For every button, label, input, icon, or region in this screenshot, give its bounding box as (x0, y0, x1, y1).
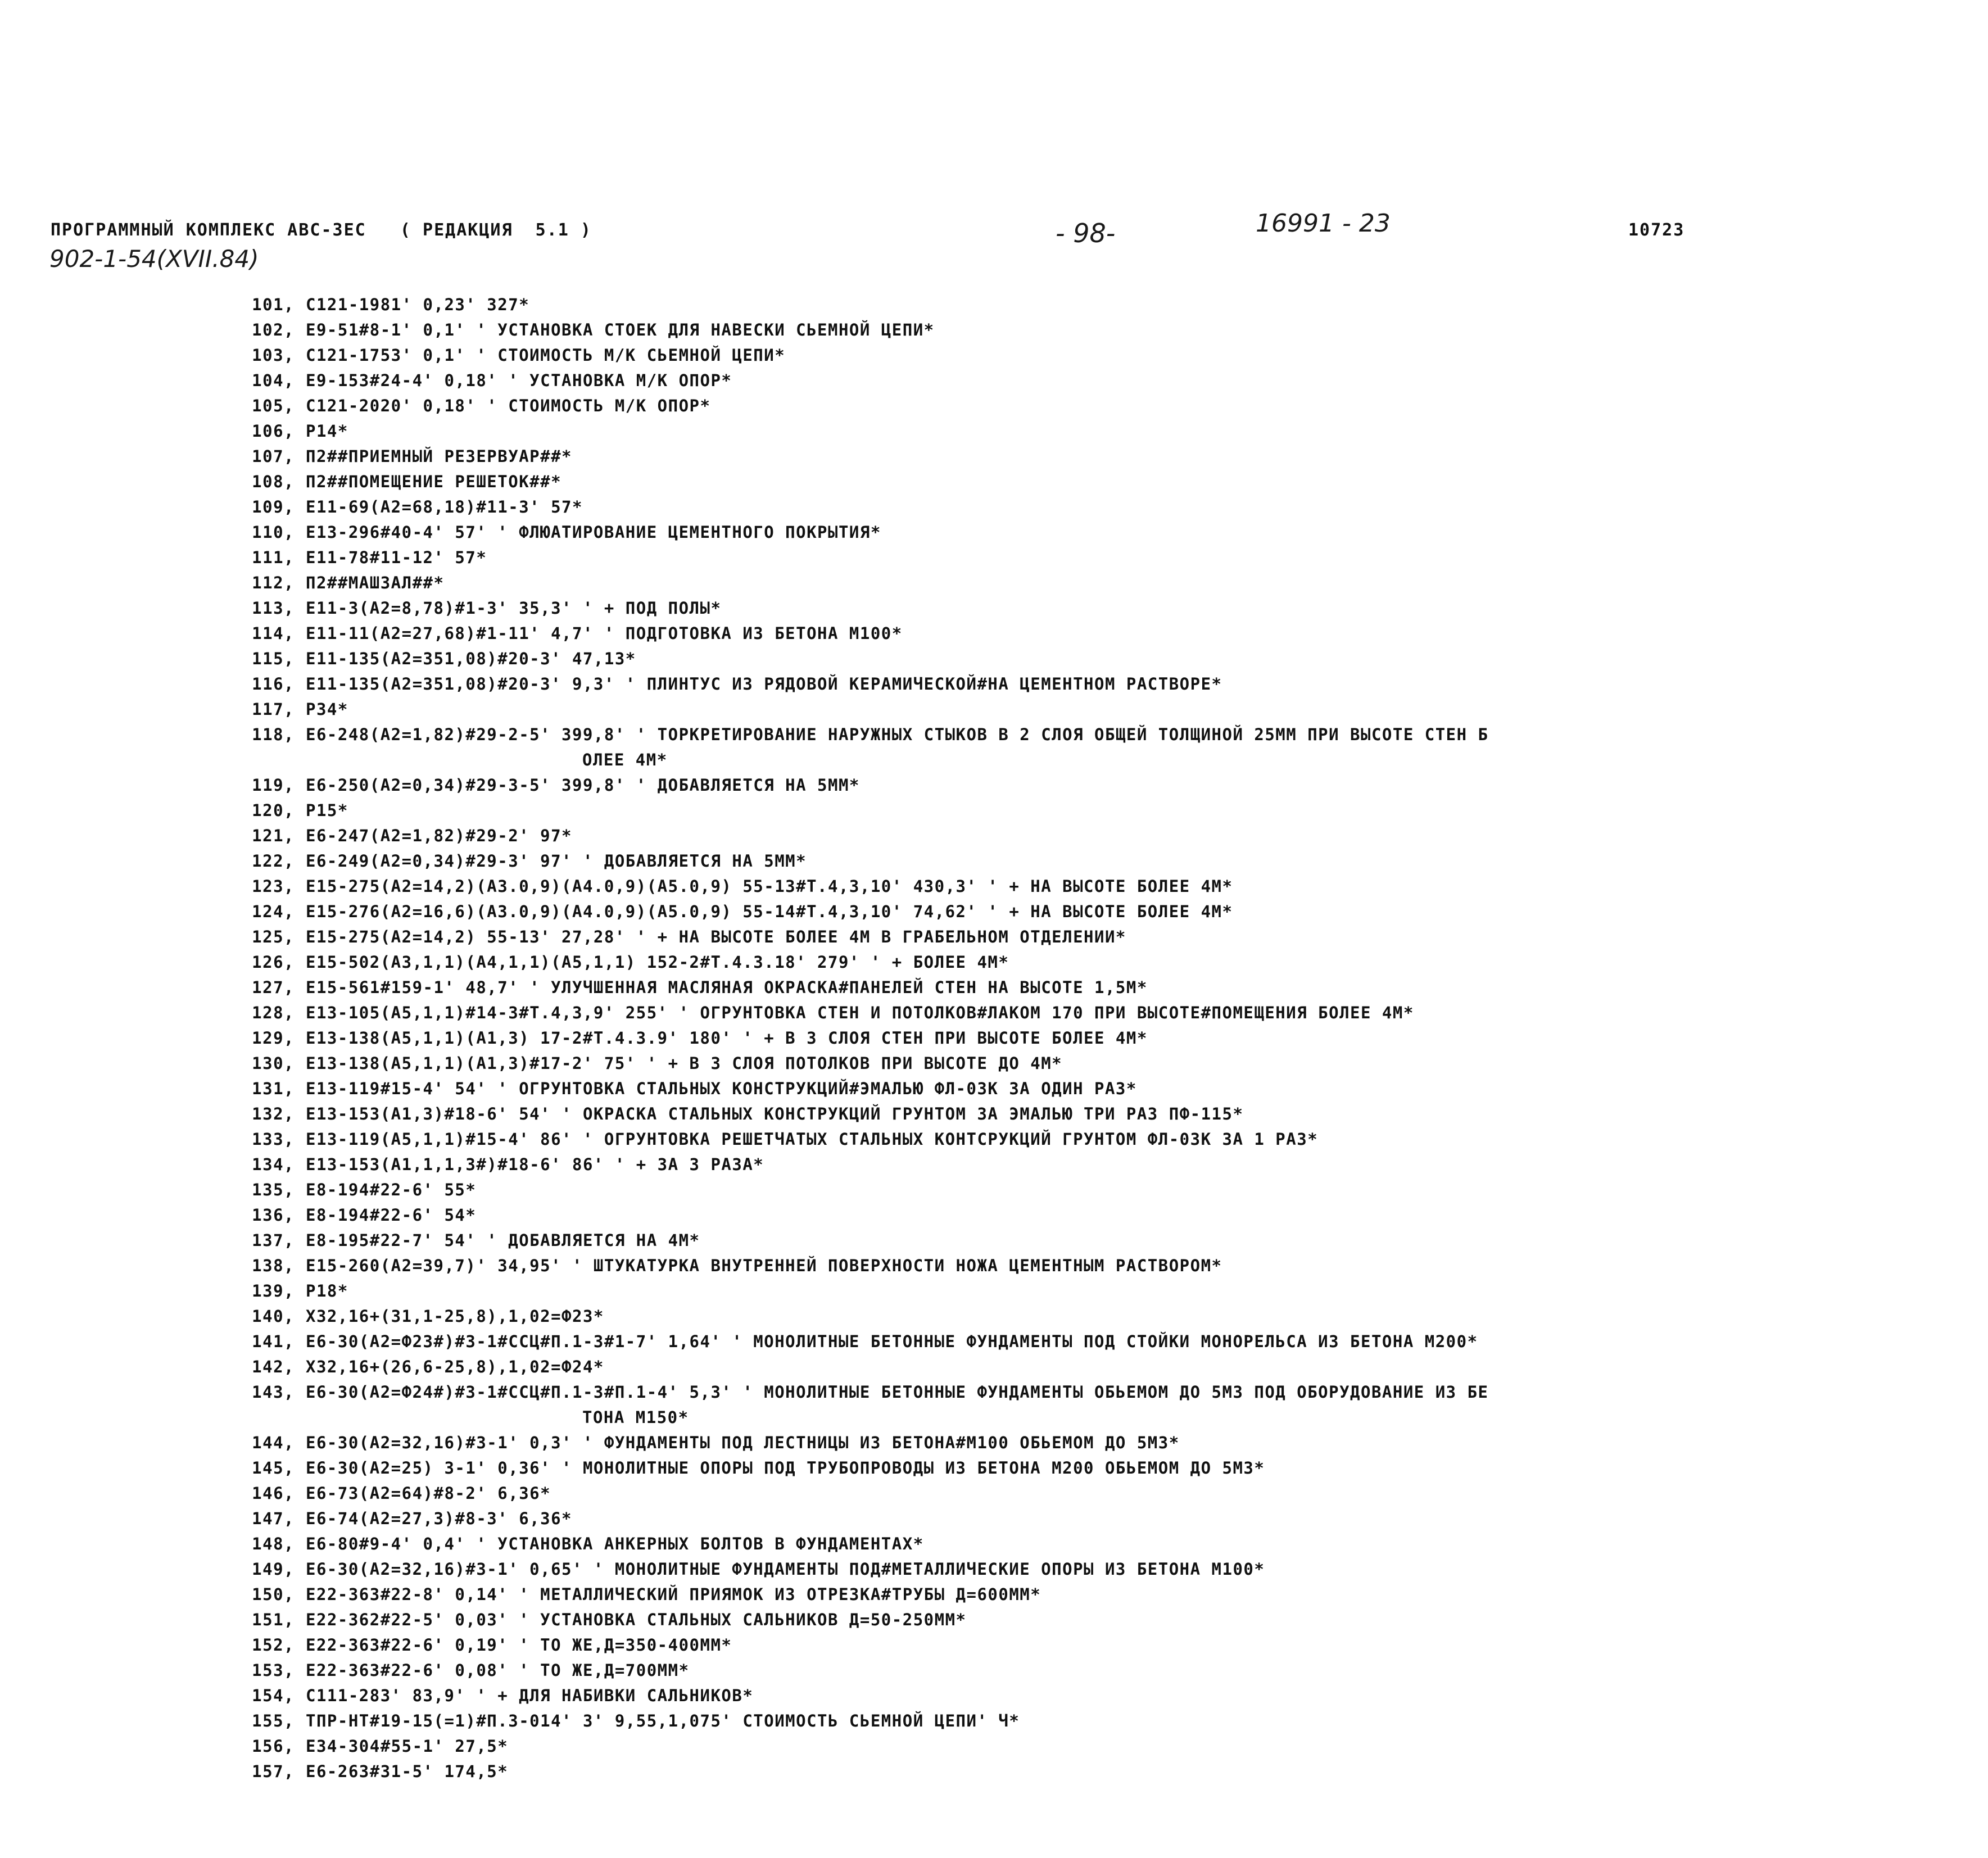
listing-line (223, 1759, 1976, 1784)
listing-line (223, 469, 1976, 495)
line-text: E11-11(A2=27,68)#1-11' 4,7' ' ПОДГОТОВКА ИЗ БЕТОНА М100* (306, 624, 903, 643)
line-text: E11-135(A2=351,08)#20-3' 9,3' ' ПЛИНТУС ИЗ РЯДОВОЙ КЕРАМИЧЕСКОЙ#НА ЦЕМЕНТНОМ РАСТВОРЕ* (306, 674, 1222, 694)
line-text: E6-80#9-4' 0,4' ' УСТАНОВКА АНКЕРНЫХ БОЛТОВ В ФУНДАМЕНТАХ* (306, 1534, 924, 1553)
line-number: 146, (252, 1484, 295, 1503)
listing-line (223, 849, 1976, 874)
line-number: 108, (252, 472, 295, 491)
listing-line (223, 1076, 1976, 1102)
line-text: П2##ПОМЕЩЕНИЕ РЕШЕТОК##* (306, 472, 562, 491)
line-number: 101, (252, 295, 295, 314)
listing-line (223, 1557, 1976, 1582)
line-number: 107, (252, 447, 295, 466)
line-number: 126, (252, 953, 295, 972)
listing-line (223, 798, 1976, 823)
listing-line (223, 874, 1976, 899)
listing-line (223, 1177, 1976, 1203)
line-text: E11-3(A2=8,78)#1-3' 35,3' ' + ПОД ПОЛЫ* (306, 599, 722, 618)
listing-line (223, 1430, 1976, 1456)
line-number: 127, (252, 978, 295, 997)
line-number: 131, (252, 1079, 295, 1098)
listing-line (223, 444, 1976, 469)
line-text: P18* (306, 1281, 348, 1300)
line-text: E13-138(A5,1,1)(A1,3)#17-2' 75' ' + В 3 СЛОЯ ПОТОЛКОВ ПРИ ВЫСОТЕ ДО 4М* (306, 1054, 1063, 1073)
line-text: E6-30(A2=32,16)#3-1' 0,3' ' ФУНДАМЕНТЫ ПОД ЛЕСТНИЦЫ ИЗ БЕТОНА#М100 ОБЬЕМОМ ДО 5М3* (306, 1433, 1180, 1452)
listing-line (223, 1456, 1976, 1481)
line-number: 154, (252, 1686, 295, 1705)
listing-line (223, 343, 1976, 368)
line-number: 150, (252, 1585, 295, 1604)
line-number (223, 747, 295, 773)
line-text: E6-250(A2=0,34)#29-3-5' 399,8' ' ДОБАВЛЯЕТСЯ НА 5ММ* (306, 776, 860, 795)
line-number: 112, (252, 573, 295, 592)
line-number: 125, (252, 927, 295, 946)
line-text: E15-276(A2=16,6)(A3.0,9)(A4.0,9)(A5.0,9) 55-14#T.4,3,10' 74,62' ' + НА ВЫСОТЕ БОЛЕЕ 4М* (306, 902, 1233, 921)
document-code: 16991 - 23 (1256, 209, 1391, 238)
line-number: 155, (252, 1711, 295, 1730)
listing-line (223, 1329, 1976, 1354)
line-number: 153, (252, 1661, 295, 1680)
line-number: 116, (252, 674, 295, 694)
line-number: 117, (252, 700, 295, 719)
line-text: E11-135(A2=351,08)#20-3' 47,13* (306, 649, 636, 668)
listing-line (223, 975, 1976, 1000)
line-number: 109, (252, 497, 295, 516)
listing-line (223, 1152, 1976, 1177)
listing-line (223, 950, 1976, 975)
line-text: C121-1981' 0,23' 327* (306, 295, 530, 314)
listing-line (223, 545, 1976, 570)
listing-line (223, 621, 1976, 646)
line-text: E9-153#24-4' 0,18' ' УСТАНОВКА М/К ОПОР* (306, 371, 732, 390)
listing-line (223, 773, 1976, 798)
listing-line (223, 1734, 1976, 1759)
line-number: 151, (252, 1610, 295, 1629)
listing-line (223, 1051, 1976, 1076)
line-text: C121-2020' 0,18' ' СТОИМОСТЬ М/К ОПОР* (306, 396, 711, 415)
line-number: 144, (252, 1433, 295, 1452)
listing-line (223, 1102, 1976, 1127)
line-number: 137, (252, 1231, 295, 1250)
listing-line (223, 672, 1976, 697)
listing-line (223, 292, 1976, 318)
line-text: P34* (306, 700, 348, 719)
listing-line (223, 1253, 1976, 1279)
line-text: ТПР-НТ#19-15(=1)#П.3-014' 3' 9,55,1,075' СТОИМОСТЬ СЬЕМНОЙ ЦЕПИ' Ч* (306, 1711, 1020, 1730)
line-number (223, 1405, 295, 1430)
listing-line (223, 646, 1976, 672)
listing-line-continuation (223, 1405, 1976, 1430)
page-number: - 98- (1056, 218, 1116, 248)
listing-line-continuation (223, 747, 1976, 773)
line-number: 143, (252, 1383, 295, 1402)
listing-line (223, 596, 1976, 621)
line-text: E13-296#40-4' 57' ' ФЛЮАТИРОВАНИЕ ЦЕМЕНТНОГО ПОКРЫТИЯ* (306, 523, 881, 542)
line-text: E6-30(A2=32,16)#3-1' 0,65' ' МОНОЛИТНЫЕ ФУНДАМЕНТЫ ПОД#МЕТАЛЛИЧЕСКИЕ ОПОРЫ ИЗ БЕТОНА М100* (306, 1560, 1265, 1579)
listing-line (223, 697, 1976, 722)
line-text: E22-363#22-8' 0,14' ' МЕТАЛЛИЧЕСКИЙ ПРИЯМОК ИЗ ОТРЕЗКА#ТРУБЫ Д=600ММ* (306, 1585, 1041, 1604)
print-number: 10723 (1628, 220, 1685, 240)
line-text: E11-78#11-12' 57* (306, 548, 487, 567)
listing-line (223, 1481, 1976, 1506)
line-number: 132, (252, 1104, 295, 1123)
line-text: E6-73(A2=64)#8-2' 6,36* (306, 1484, 551, 1503)
line-text: П2##ПРИЕМНЫЙ РЕЗЕРВУАР##* (306, 447, 572, 466)
line-number: 149, (252, 1560, 295, 1579)
line-number: 136, (252, 1206, 295, 1225)
listing-line (223, 1203, 1976, 1228)
line-text: E6-30(A2=25) 3-1' 0,36' ' МОНОЛИТНЫЕ ОПОРЫ ПОД ТРУБОПРОВОДЫ ИЗ БЕТОНА М200 ОБЬЕМОМ ДО 5М3* (306, 1458, 1265, 1478)
listing-line (223, 1607, 1976, 1633)
line-text: E15-561#159-1' 48,7' ' УЛУЧШЕННАЯ МАСЛЯНАЯ ОКРАСКА#ПАНЕЛЕЙ СТЕН НА ВЫСОТЕ 1,5М* (306, 978, 1148, 997)
line-text: E13-153(A1,1,1,3#)#18-6' 86' ' + ЗА 3 РАЗА* (306, 1155, 764, 1174)
line-number: 133, (252, 1130, 295, 1149)
line-text: E15-275(A2=14,2) 55-13' 27,28' ' + НА ВЫСОТЕ БОЛЕЕ 4М В ГРАБЕЛЬНОМ ОТДЕЛЕНИИ* (306, 927, 1126, 946)
listing-line (223, 1683, 1976, 1709)
line-text: E8-195#22-7' 54' ' ДОБАВЛЯЕТСЯ НА 4М* (306, 1231, 700, 1250)
line-number: 106, (252, 422, 295, 441)
line-text: E15-260(A2=39,7)' 34,95' ' ШТУКАТУРКА ВНУТРЕННЕЙ ПОВЕРХНОСТИ НОЖА ЦЕМЕНТНЫМ РАСТВОРОМ* (306, 1256, 1222, 1275)
line-text: E22-363#22-6' 0,19' ' ТО ЖЕ,Д=350-400ММ* (306, 1635, 732, 1655)
line-text: P14* (306, 422, 348, 441)
line-text: E22-363#22-6' 0,08' ' ТО ЖЕ,Д=700ММ* (306, 1661, 690, 1680)
line-text: E6-30(A2=Ф24#)#3-1#ССЦ#П.1-3#П.1-4' 5,3' ' МОНОЛИТНЫЕ БЕТОННЫЕ ФУНДАМЕНТЫ ОБЬЕМОМ ДО 5М3 ПОД ОБОРУДОВАНИЕ ИЗ БЕ (306, 1383, 1489, 1402)
line-number: 103, (252, 346, 295, 365)
listing-line (223, 1380, 1976, 1405)
line-number: 134, (252, 1155, 295, 1174)
line-text: E9-51#8-1' 0,1' ' УСТАНОВКА СТОЕК ДЛЯ НАВЕСКИ СЬЕМНОЙ ЦЕПИ* (306, 320, 935, 339)
line-text: ОЛЕЕ 4М* (582, 750, 668, 769)
line-number: 142, (252, 1357, 295, 1376)
line-text: E13-105(A5,1,1)#14-3#T.4,3,9' 255' ' ОГРУНТОВКА СТЕН И ПОТОЛКОВ#ЛАКОМ 170 ПРИ ВЫСОТЕ#ПОМЕЩЕНИЯ БОЛЕЕ 4М* (306, 1003, 1414, 1022)
line-number: 114, (252, 624, 295, 643)
listing-line (223, 899, 1976, 925)
line-number: 120, (252, 801, 295, 820)
listing-line (223, 925, 1976, 950)
line-number: 138, (252, 1256, 295, 1275)
line-text: E13-138(A5,1,1)(A1,3) 17-2#T.4.3.9' 180' ' + В 3 СЛОЯ СТЕН ПРИ ВЫСОТЕ БОЛЕЕ 4М* (306, 1028, 1148, 1048)
line-text: E11-69(A2=68,18)#11-3' 57* (306, 497, 583, 516)
line-number: 129, (252, 1028, 295, 1048)
line-number: 123, (252, 877, 295, 896)
listing-line (223, 318, 1976, 343)
line-number: 118, (252, 725, 295, 744)
line-text: E13-153(A1,3)#18-6' 54' ' ОКРАСКА СТАЛЬНЫХ КОНСТРУКЦИЙ ГРУНТОМ ЗА ЭМАЛЬЮ ТРИ РАЗ ПФ-115* (306, 1104, 1244, 1123)
line-number: 139, (252, 1281, 295, 1300)
line-text: E6-247(A2=1,82)#29-2' 97* (306, 826, 572, 845)
line-text: П2##МАШЗАЛ##* (306, 573, 445, 592)
line-text: E6-248(A2=1,82)#29-2-5' 399,8' ' ТОРКРЕТИРОВАНИЕ НАРУЖНЫХ СТЫКОВ В 2 СЛОЯ ОБЩЕЙ ТОЛЩИНОЙ 25ММ ПРИ ВЫСОТЕ СТЕН Б (306, 725, 1489, 744)
line-number: 102, (252, 320, 295, 339)
line-text: E6-74(A2=27,3)#8-3' 6,36* (306, 1509, 572, 1528)
line-number: 128, (252, 1003, 295, 1022)
line-number: 121, (252, 826, 295, 845)
listing-line (223, 722, 1976, 747)
line-text: P15* (306, 801, 348, 820)
listing-line (223, 1304, 1976, 1329)
listing-line (223, 393, 1976, 419)
line-number: 111, (252, 548, 295, 567)
line-number: 110, (252, 523, 295, 542)
line-text: ТОНА М150* (582, 1408, 689, 1427)
listing-line (223, 823, 1976, 849)
line-text: X32,16+(31,1-25,8),1,02=Ф23* (306, 1307, 604, 1326)
line-text: E13-119(A5,1,1)#15-4' 86' ' ОГРУНТОВКА РЕШЕТЧАТЫХ СТАЛЬНЫХ КОНТСРУКЦИЙ ГРУНТОМ ФЛ-03К ЗА 1 РАЗ* (306, 1130, 1319, 1149)
line-number: 147, (252, 1509, 295, 1528)
line-number: 135, (252, 1180, 295, 1199)
program-title: ПРОГРАММНЫЙ КОМПЛЕКС АВС-ЗЕС ( РЕДАКЦИЯ 5.1 ) (51, 220, 592, 240)
listing-line (223, 419, 1976, 444)
line-text: E15-275(A2=14,2)(A3.0,9)(A4.0,9)(A5.0,9) 55-13#T.4,3,10' 430,3' ' + НА ВЫСОТЕ БОЛЕЕ 4М* (306, 877, 1233, 896)
line-number: 141, (252, 1332, 295, 1351)
line-number: 156, (252, 1737, 295, 1756)
listing-line (223, 1658, 1976, 1683)
listing-line (223, 1354, 1976, 1380)
line-number: 105, (252, 396, 295, 415)
line-text: E6-263#31-5' 174,5* (306, 1762, 509, 1781)
listing-line (223, 1279, 1976, 1304)
listing-line (223, 520, 1976, 545)
line-text: C111-283' 83,9' ' + ДЛЯ НАБИВКИ САЛЬНИКОВ* (306, 1686, 754, 1705)
listing-line (223, 570, 1976, 596)
listing-line (223, 1709, 1976, 1734)
listing-line (223, 1582, 1976, 1607)
line-number: 130, (252, 1054, 295, 1073)
line-text: E13-119#15-4' 54' ' ОГРУНТОВКА СТАЛЬНЫХ КОНСТРУКЦИЙ#ЭМАЛЬЮ ФЛ-03К ЗА ОДИН РАЗ* (306, 1079, 1137, 1098)
line-text: E8-194#22-6' 55* (306, 1180, 477, 1199)
listing-line (223, 1127, 1976, 1152)
line-text: E6-30(A2=Ф23#)#3-1#ССЦ#П.1-3#1-7' 1,64' ' МОНОЛИТНЫЕ БЕТОННЫЕ ФУНДАМЕНТЫ ПОД СТОЙКИ МОНОРЕЛЬСА ИЗ БЕТОНА М200* (306, 1332, 1478, 1351)
line-number: 145, (252, 1458, 295, 1478)
line-number: 152, (252, 1635, 295, 1655)
listing-line (223, 495, 1976, 520)
listing-line (223, 1228, 1976, 1253)
listing-line (223, 1000, 1976, 1026)
line-number: 140, (252, 1307, 295, 1326)
listing-line (223, 1531, 1976, 1557)
line-text: C121-1753' 0,1' ' СТОИМОСТЬ М/К СЬЕМНОЙ ЦЕПИ* (306, 346, 786, 365)
line-number: 113, (252, 599, 295, 618)
line-number: 148, (252, 1534, 295, 1553)
line-number: 119, (252, 776, 295, 795)
line-number: 122, (252, 851, 295, 871)
listing-line (223, 1506, 1976, 1531)
project-code: 902-1-54(XVII.84) (49, 245, 259, 273)
line-number: 157, (252, 1762, 295, 1781)
line-text: E6-249(A2=0,34)#29-3' 97' ' ДОБАВЛЯЕТСЯ НА 5ММ* (306, 851, 807, 871)
estimate-listing (223, 292, 1976, 1784)
line-text: E8-194#22-6' 54* (306, 1206, 477, 1225)
listing-line (223, 368, 1976, 393)
line-text: X32,16+(26,6-25,8),1,02=Ф24* (306, 1357, 604, 1376)
listing-line (223, 1026, 1976, 1051)
line-number: 104, (252, 371, 295, 390)
line-text: E34-304#55-1' 27,5* (306, 1737, 509, 1756)
line-number: 124, (252, 902, 295, 921)
line-text: E22-362#22-5' 0,03' ' УСТАНОВКА СТАЛЬНЫХ САЛЬНИКОВ Д=50-250ММ* (306, 1610, 967, 1629)
line-text: E15-502(A3,1,1)(A4,1,1)(A5,1,1) 152-2#T.4.3.18' 279' ' + БОЛЕЕ 4М* (306, 953, 1009, 972)
line-number: 115, (252, 649, 295, 668)
listing-line (223, 1633, 1976, 1658)
